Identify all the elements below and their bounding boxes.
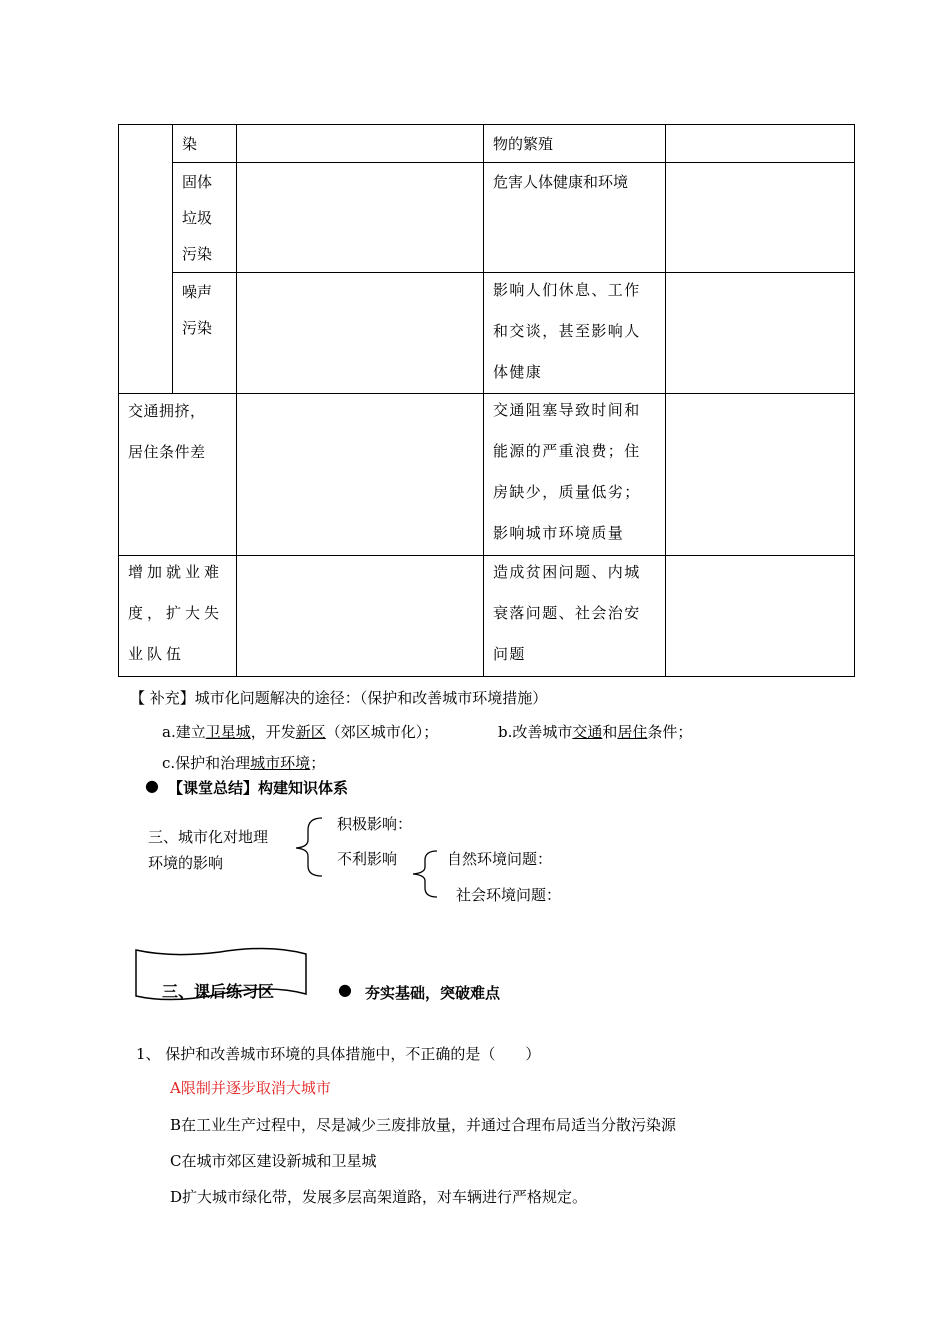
mindmap-natural: 自然环境问题： [447,850,553,868]
bullet-icon: ● [338,980,352,999]
option-a-answer: A限制并逐步取消大城市 [170,1079,331,1097]
table-cell-category: 噪声 污染 [182,283,213,337]
option-d: D扩大城市绿化带，发展多层高架道路，对车辆进行严格规定。 [170,1188,588,1206]
table-cell-category: 交通拥挤， 居住条件差 [128,402,206,461]
supplement-item-a: a.建立卫星城，开发新区（郊区城市化）； [162,723,439,741]
bullet-icon: ● [145,776,159,795]
mindmap-root: 三、城市化对地理 环境的影响 [148,828,269,872]
mindmap-positive: 积极影响： [337,815,413,833]
mindmap-negative: 不利影响 [337,850,398,868]
brace-icon [405,848,445,900]
summary-title: 【课堂总结】构建知识体系 [168,779,349,797]
option-c: C在城市郊区建设新城和卫星城 [170,1152,377,1170]
table-cell-category: 增加就业难 度，扩大失 业队伍 [128,563,224,663]
supplement-item-c: c.保护和治理城市环境； [162,754,326,772]
table-cell-effect: 危害人体健康和环境 [493,173,629,191]
supplement-item-b: b.改善城市交通和居住条件； [498,723,693,741]
mindmap-social: 社会环境问题： [456,886,562,904]
table-cell-category: 固体 垃圾 污染 [182,173,213,263]
table-cell-effect: 交通阻塞导致时间和 能源的严重浪费；住 房缺少，质量低劣； 影响城市环境质量 [493,401,641,542]
brace-icon [290,814,330,880]
practice-banner: 三、课后练习区 [162,982,275,1001]
table-cell-effect: 物的繁殖 [493,135,554,153]
option-b: B在工业生产过程中，尽是减少三废排放量，并通过合理布局适当分散污染源 [170,1116,677,1134]
supplement-title: 【 补充】城市化问题解决的途径：（保护和改善城市环境措施） [130,689,548,707]
question-text: 1、 保护和改善城市环境的具体措施中，不正确的是（ ） [136,1045,541,1063]
table-cell-effect: 造成贫困问题、内城 衰落问题、社会治安 问题 [493,563,641,663]
table-cell-category: 染 [182,135,198,153]
practice-slogan: 夯实基础，突破难点 [365,984,501,1002]
table-cell-effect: 影响人们休息、工作 和交谈，甚至影响人 体健康 [493,281,641,381]
